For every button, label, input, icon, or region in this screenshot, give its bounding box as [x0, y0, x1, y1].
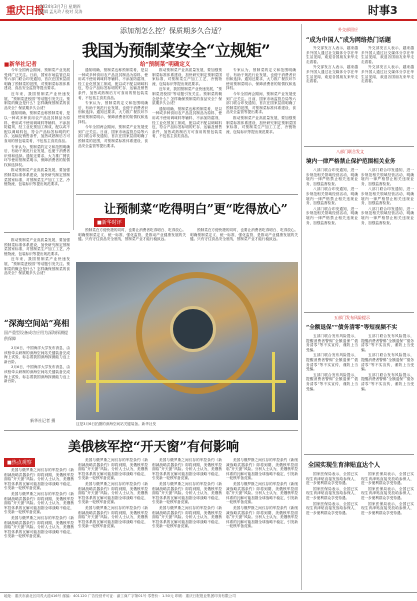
lead-column-2	[78, 68, 148, 192]
commentary-body-2	[190, 228, 298, 256]
paragraph: 八部门联合印发通知，进一步规范相关领域经营活动，明确境内一律严格禁止相关违规业务，加强监督检查。	[306, 187, 358, 206]
page-section: 时事3	[368, 4, 398, 17]
paragraph: 五部门联合发布风险提示，提醒消费者警惕“全额退保”“债务清零”等不实宣传，谨防上当受骗。	[306, 334, 358, 352]
section-rule	[304, 312, 414, 313]
section-rule	[4, 430, 298, 431]
paragraph: 专家认为，预制菜的定义和范围明确后，有助于规范行业发展，也便于消费者识别和选择。通知还要求，大力推广餐饮环节使用预制菜明示，保障消费者的知情权和选择权。	[226, 68, 296, 91]
box2-body-1	[306, 168, 358, 308]
paragraph: 近年来，我国预制菜产业快速发展，“预制菜进校园”等话题引发关注。预制菜的概念是什么？怎样确保预制菜的食品安全？保质期多久合适？	[4, 257, 70, 276]
column-divider	[73, 60, 74, 230]
box2-kicker: 八部门联合发文	[336, 149, 364, 154]
dateline	[40, 4, 82, 14]
box3-body-2	[361, 334, 414, 450]
paragraph: 推动预制菜产业高质量发展，要加强预制菜标准体系建设，加快研究制定预制菜国家标准，对预制菜生产加工工艺、冷链物流、包装标识等提出规范要求。	[152, 68, 222, 86]
paragraph: 国家医保局表示，全国已实现生育津贴直接发放给参保人，进一步便利群众享受待遇。	[306, 501, 358, 515]
commentary-body-1	[78, 228, 186, 256]
paragraph: 3月6日，中国海洋大学发布消息，由该校牵头研制的深海空间站关键装备完成海上试验，标志着我国深海探测能力迈上新台阶。	[4, 365, 70, 384]
deep-sea-station-photo	[76, 262, 298, 420]
paragraph: 美国与俄罗斯之间仅存的军控条约《新削减战略武器条约》即将到期，美俄核军控面临“开天窗”风险。分析人士认为，美俄核军控体系的瓦解可能加剧全球战略不稳定，引发新一轮核军备竞赛。	[226, 458, 298, 481]
paragraph: 美国与俄罗斯之间仅存的军控条约《新削减战略武器条约》即将到期，美俄核军控面临“开天窗”风险。分析人士认为，美俄核军控体系的瓦解可能加剧全球战略不稳定，引发新一轮核军备竞赛。	[4, 491, 74, 515]
editor-credit: 编辑 孟凡玲 / 校对 吴涛	[40, 9, 83, 14]
masthead	[0, 0, 417, 20]
paragraph: 推动预制菜产业高质量发展，要加强预制菜标准体系建设，加快研究制定预制菜国家标准，对预制菜生产加工工艺、冷链物流、包装标识等提出规范要求。	[4, 238, 70, 256]
photo-caption: 这是3月6日拍摄的深海空间站关键装备。新华社发	[76, 422, 157, 426]
paragraph: 今年全国两会期间，预制菜产业发展受到广泛关注。日前，国家市场监管总局等六部门联合印发通知，首次在国家层面明确了预制菜的范围，对预制菜标准体系建设、食品安全监管等提出要求。	[4, 68, 70, 91]
paragraph: 八部门联合印发通知，进一步规范相关领域经营活动，明确境内一律严格禁止相关违规业务，加强监督检查。	[306, 206, 358, 225]
second-headline: 让预制菜“吃得明白”更“吃得放心”	[104, 202, 288, 216]
lead-column-1	[4, 68, 70, 226]
paragraph: 近年来，我国预制菜产业快速发展，“预制菜进校园”等话题引发关注。预制菜的概念是什么？怎样确保预制菜的食品安全？保质期多久合适？	[152, 87, 222, 106]
paragraph: 美国与俄罗斯之间仅存的军控条约《新削减战略武器条约》即将到期，美俄核军控面临“开天窗”风险。分析人士认为，美俄核军控体系的瓦解可能加剧全球战略不稳定，引发新一轮核军备竞赛。	[226, 481, 298, 505]
lead-section-head: 给“预制菜”明确定义	[140, 62, 191, 68]
lead-byline: ■新华社记者	[4, 62, 37, 68]
paragraph: 通知明确，预制菜也称预制菜肴，是以一种或多种食用农产品及其制品为原料，使用或不使用调味料等辅料，不添加防腐剂，经工业化预加工制成，配以或不配以调味料包，符合产品标签标明的贮存、运输及销售条件，加热或熟制后方可食用的预包装菜肴，不包括主食类食品。	[4, 111, 70, 143]
paragraph: 专家认为，预制菜的定义和范围明确后，有助于规范行业发展，也便于消费者识别和选择。通知还要求，大力推广餐饮环节使用预制菜明示，保障消费者的知情权和选择权。	[4, 144, 70, 167]
paragraph: 五部门联合发布风险提示，提醒消费者警惕“全额退保”“债务清零”等不实宣传，谨防上当受骗。	[361, 353, 414, 372]
paragraph: 美国与俄罗斯之间仅存的军控条约《新削减战略武器条约》即将到期，美俄核军控面临“开天窗”风险。分析人士认为，美俄核军控体系的瓦解可能加剧全球战略不稳定，引发新一轮核军备竞赛。	[4, 515, 74, 539]
paragraph: 通知明确，预制菜也称预制菜肴，是以一种或多种食用农产品及其制品为原料，使用或不使用调味料等辅料，不添加防腐剂，经工业化预加工制成，配以或不配以调味料包，符合产品标签标明的贮存、运输及销售条件，加热或熟制后方可食用的预包装菜肴，不包括主食类食品。	[152, 106, 222, 139]
paragraph: 专家认为，预制菜的定义和范围明确后，有助于规范行业发展，也便于消费者识别和选择。通知还要求，大力推广餐饮环节使用预制菜明示，保障消费者的知情权和选择权。	[78, 101, 148, 124]
bottom-column-4	[226, 458, 298, 588]
paragraph: 外交部发言人表示，越来越多外国人通过社交媒体分享在华生活见闻，欢迎各国朋友来华走走看看。	[306, 46, 358, 64]
bottom-column-1	[4, 468, 74, 588]
masthead-rule	[0, 19, 417, 21]
paragraph: 美国与俄罗斯之间仅存的军控条约《新削减战略武器条约》即将到期，美俄核军控面临“开天窗”风险。分析人士认为，美俄核军控体系的瓦解可能加剧全球战略不稳定，引发新一轮核军备竞赛。	[4, 468, 74, 491]
box2-body-2	[361, 168, 414, 308]
photo-core	[170, 306, 216, 352]
paragraph: 美国与俄罗斯之间仅存的军控条约《新削减战略武器条约》即将到期，美俄核军控面临“开天窗”风险。分析人士认为，美俄核军控体系的瓦解可能加剧全球战略不稳定，引发新一轮核军备竞赛。	[226, 505, 298, 529]
paragraph: 通知明确，预制菜也称预制菜肴，是以一种或多种食用农产品及其制品为原料，使用或不使用调味料等辅料，不添加防腐剂，经工业化预加工制成，配以或不配以调味料包，符合产品标签标明的贮存、运输及销售条件，加热或熟制后方可食用的预包装菜肴，不包括主食类食品。	[78, 68, 148, 100]
paragraph: 外交部发言人表示，越来越多外国人通过社交媒体分享在华生活见闻，欢迎各国朋友来华走走看看。	[306, 65, 358, 84]
paragraph: 国家医保局表示，全国已实现生育津贴直接发放给参保人，进一步便利群众享受待遇。	[306, 486, 358, 500]
box2-headline: 境内一律严格禁止保护范围相关业务	[306, 159, 396, 165]
lead-column-3	[152, 68, 222, 192]
paragraph: 美国与俄罗斯之间仅存的军控条约《新削减战略武器条约》即将到期，美俄核军控面临“开天窗”风险。分析人士认为，美俄核军控体系的瓦解可能加剧全球战略不稳定，引发新一轮核军备竞赛。	[152, 458, 222, 481]
paragraph: 美国与俄罗斯之间仅存的军控条约《新削减战略武器条约》即将到期，美俄核军控面临“开天窗”风险。分析人士认为，美俄核军控体系的瓦解可能加剧全球战略不稳定，引发新一轮核军备竞赛。	[78, 458, 148, 481]
paragraph: 预制菜在方便快捷的同时，也要让消费者吃得明白、吃得放心。明确预制菜定义、统一标准、强化监管，是推动产业健康发展的关键。只有守住食品安全底线，预制菜产业才能行稳致远。	[78, 228, 186, 242]
paragraph: 近年来，我国预制菜产业快速发展，“预制菜进校园”等话题引发关注。预制菜的概念是什么？怎样确保预制菜的食品安全？保质期多久合适？	[4, 91, 70, 110]
photo-railing	[96, 352, 99, 412]
lead-headline: 我国为预制菜安全“立规矩”	[82, 41, 270, 60]
lead-kicker: 添加剂怎么控？保质期多久合适？	[120, 27, 225, 35]
box1-body-2	[361, 46, 414, 144]
right-rail-divider	[301, 24, 302, 590]
newspaper-logo: 重庆日报	[6, 6, 44, 17]
box3-kicker: 五部门发布风险提示	[334, 315, 370, 320]
section-rule	[76, 194, 298, 195]
section-rule	[304, 146, 414, 147]
paragraph: 八部门联合印发通知，进一步规范相关领域经营活动，明确境内一律严格禁止相关违规业务，加强监督检查。	[361, 206, 414, 225]
paragraph: 预制菜在方便快捷的同时，也要让消费者吃得明白、吃得放心。明确预制菜定义、统一标准、强化监管，是推动产业健康发展的关键。只有守住食品安全底线，预制菜产业才能行稳致远。	[190, 228, 298, 242]
paragraph: 美国与俄罗斯之间仅存的军控条约《新削减战略武器条约》即将到期，美俄核军控面临“开天窗”风险。分析人士认为，美俄核军控体系的瓦解可能加剧全球战略不稳定，引发新一轮核军备竞赛。	[78, 481, 148, 505]
photo-railing	[86, 380, 286, 383]
paragraph: 美国与俄罗斯之间仅存的军控条约《新削减战略武器条约》即将到期，美俄核军控面临“开天窗”风险。分析人士认为，美俄核军控体系的瓦解可能加剧全球战略不稳定，引发新一轮核军备竞赛。	[152, 481, 222, 505]
box1-headline: “成为中国人”成为网络热门话题	[306, 37, 391, 44]
paragraph: 五部门联合发布风险提示，提醒消费者警惕“全额退保”“债务清零”等不实宣传，谨防上当受骗。	[361, 372, 414, 391]
section-rule	[4, 232, 70, 233]
box4-headline: 全国实现生育津贴直达个人	[308, 462, 381, 469]
paragraph: 外交部发言人表示，越来越多外国人通过社交媒体分享在华生活见闻，欢迎各国朋友来华走走看看。	[361, 46, 414, 64]
paragraph: 国家医保局表示，全国已实现生育津贴直接发放给参保人，进一步便利群众享受待遇。	[306, 472, 358, 486]
box4-body-1	[306, 472, 358, 588]
analysis-tag: ■热点观察	[4, 458, 35, 467]
paragraph: 外交部发言人表示，越来越多外国人通过社交媒体分享在华生活见闻，欢迎各国朋友来华走走看看。	[361, 65, 414, 84]
paragraph: 推动预制菜产业高质量发展，要加强预制菜标准体系建设，加快研究制定预制菜国家标准，对预制菜生产加工工艺、冷链物流、包装标识等提出规范要求。	[4, 168, 70, 187]
paragraph: 推动预制菜产业高质量发展，要加强预制菜标准体系建设，加快研究制定预制菜国家标准，对预制菜生产加工工艺、冷链物流、包装标识等提出规范要求。	[226, 115, 296, 134]
left-story-sub: 国产重型设备成功应用为深海探测提供保障	[4, 330, 68, 341]
left-story-byline: 新华社记者 摄	[30, 418, 56, 423]
section-rule	[304, 454, 414, 455]
paragraph: 今年全国两会期间，预制菜产业发展受到广泛关注。日前，国家市场监管总局等六部门联合印发通知，首次在国家层面明确了预制菜的范围，对预制菜标准体系建设、食品安全监管等提出要求。	[226, 91, 296, 115]
box1-body-1	[306, 46, 358, 144]
bottom-column-2	[78, 458, 148, 588]
bottom-column-3	[152, 458, 222, 588]
left-column-continued	[4, 238, 70, 314]
left-story-title: “深海空间站”亮相	[4, 318, 70, 328]
paragraph: 国家医保局表示，全国已实现生育津贴直接发放给参保人，进一步便利群众享受待遇。	[361, 501, 414, 515]
box4-body-2	[361, 472, 414, 588]
paragraph: 五部门联合发布风险提示，提醒消费者警惕“全额退保”“债务清零”等不实宣传，谨防上当受骗。	[361, 334, 414, 352]
paragraph: 五部门联合发布风险提示，提醒消费者警惕“全额退保”“债务清零”等不实宣传，谨防上当受骗。	[306, 372, 358, 391]
box3-body-1	[306, 334, 358, 450]
paragraph: 国家医保局表示，全国已实现生育津贴直接发放给参保人，进一步便利群众享受待遇。	[361, 486, 414, 500]
paragraph: 国家医保局表示，全国已实现生育津贴直接发放给参保人，进一步便利群众享受待遇。	[361, 472, 414, 486]
bottom-headline: 美俄核军控“开天窗”有何影响	[68, 440, 239, 455]
paragraph: 八部门联合印发通知，进一步规范相关领域经营活动，明确境内一律严格禁止相关违规业务，加强监督检查。	[361, 187, 414, 206]
box3-headline: “全额退保”“债务清零”等短视频不实	[306, 325, 398, 331]
paragraph: 美国与俄罗斯之间仅存的军控条约《新削减战略武器条约》即将到期，美俄核军控面临“开天窗”风险。分析人士认为，美俄核军控体系的瓦解可能加剧全球战略不稳定，引发新一轮核军备竞赛。	[152, 505, 222, 529]
photo-railing	[272, 352, 275, 412]
lead-column-4	[226, 68, 296, 192]
paragraph: 五部门联合发布风险提示，提醒消费者警惕“全额退保”“债务清零”等不实宣传，谨防上当受骗。	[306, 353, 358, 372]
footer-text: 地址：重庆市渝北区同茂大道416号 邮编：401120 广告经营许可证：渝工商广字第01号 零售价：1.50元 印刷：重庆日报报业集团印务有限公司	[4, 594, 236, 598]
paragraph: 今年全国两会期间，预制菜产业发展受到广泛关注。日前，国家市场监管总局等六部门联合印发通知，首次在国家层面明确了预制菜的范围，对预制菜标准体系建设、食品安全监管等提出要求。	[78, 125, 148, 148]
commentary-tag: ■新华时评	[94, 218, 125, 227]
paragraph: 八部门联合印发通知，进一步规范相关领域经营活动，明确境内一律严格禁止相关违规业务，加强监督检查。	[361, 168, 414, 186]
paragraph: 八部门联合印发通知，进一步规范相关领域经营活动，明确境内一律严格禁止相关违规业务，加强监督检查。	[306, 168, 358, 186]
issue-date: 2024年3月7日 星期四	[40, 4, 81, 9]
left-story-body	[4, 346, 70, 416]
paragraph: 3月6日，中国海洋大学发布消息，由该校牵头研制的深海空间站关键装备完成海上试验，标志着我国深海探测能力迈上新台阶。	[4, 346, 70, 364]
box1-kicker: 外交部回应	[338, 27, 358, 32]
paragraph: 美国与俄罗斯之间仅存的军控条约《新削减战略武器条约》即将到期，美俄核军控面临“开天窗”风险。分析人士认为，美俄核军控体系的瓦解可能加剧全球战略不稳定，引发新一轮核军备竞赛。	[78, 505, 148, 529]
